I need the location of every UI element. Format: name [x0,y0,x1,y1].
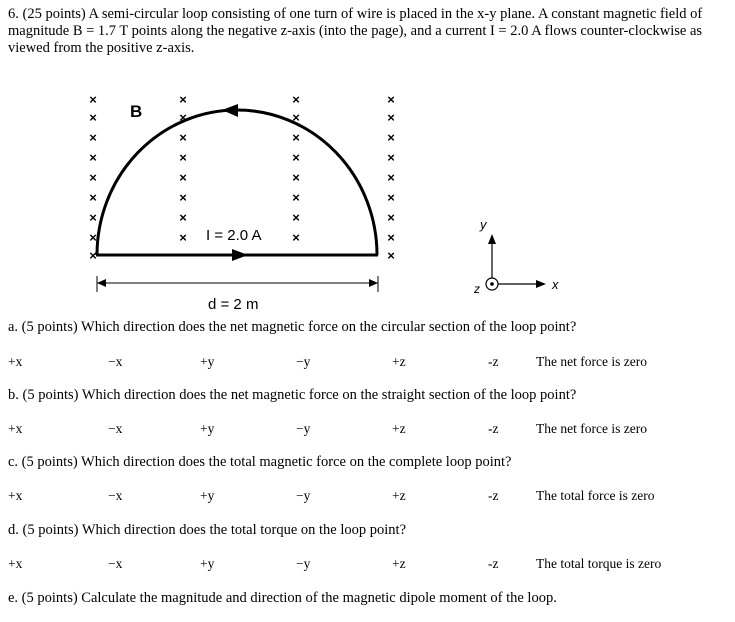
z-axis-label: z [474,282,480,296]
option-b-plus-x[interactable]: +x [8,421,23,436]
field-x-mark: × [387,230,395,245]
problem-intro-line-1: 6. (25 points) A semi-circular loop consisting of one turn of wire is placed in the x-y plane. A constant magnetic field of [8,6,703,22]
option-d-plus-x[interactable]: +x [8,556,23,571]
field-x-mark: × [179,130,187,145]
field-x-mark: × [89,92,97,107]
field-x-mark: × [89,130,97,145]
field-x-mark: × [292,110,300,125]
option-d-minus-y[interactable]: −y [296,556,311,571]
option-c-plus-x[interactable]: +x [8,488,23,503]
field-x-mark: × [179,230,187,245]
field-x-mark: × [387,210,395,225]
field-x-mark: × [292,92,300,107]
field-x-mark: × [387,92,395,107]
option-c-minus-x[interactable]: −x [108,488,123,503]
field-x-mark: × [179,210,187,225]
option-c-minus-z[interactable]: -z [488,488,499,503]
diameter-arrow-right [369,279,378,287]
option-b-minus-x[interactable]: −x [108,421,123,436]
field-x-mark: × [179,150,187,165]
field-x-mark: × [387,110,395,125]
current-label: I = 2.0 A [206,227,262,244]
option-c-plus-y[interactable]: +y [200,488,215,503]
option-c-plus-z[interactable]: +z [392,488,406,503]
diameter-arrow-left [97,279,106,287]
field-x-mark: × [89,210,97,225]
option-a-zero[interactable]: The net force is zero [536,354,647,369]
option-a-plus-x[interactable]: +x [8,354,23,369]
field-x-mark: × [387,150,395,165]
y-axis-arrow-icon [488,234,496,244]
question-b: b. (5 points) Which direction does the net magnetic force on the straight section of the loop point? [8,387,577,403]
problem-intro-line-3: viewed from the positive z-axis. [8,40,195,56]
question-a: a. (5 points) Which direction does the net magnetic force on the circular section of the loop point? [8,319,577,335]
field-x-mark: × [179,190,187,205]
option-a-minus-z[interactable]: -z [488,354,499,369]
field-x-mark: × [387,190,395,205]
field-x-mark: × [292,130,300,145]
option-d-zero[interactable]: The total torque is zero [536,556,662,571]
option-b-minus-z[interactable]: -z [488,421,499,436]
option-b-plus-z[interactable]: +z [392,421,406,436]
diameter-label: d = 2 m [208,296,259,313]
option-c-zero[interactable]: The total force is zero [536,488,655,503]
current-arrow-arc [222,104,238,117]
field-x-mark: × [179,92,187,107]
x-axis-label: x [552,277,559,292]
option-a-plus-y[interactable]: +y [200,354,215,369]
field-x-mark: × [292,150,300,165]
z-axis-dot-icon [490,282,494,286]
option-a-minus-y[interactable]: −y [296,354,311,369]
question-e: e. (5 points) Calculate the magnitude and direction of the magnetic dipole moment of the loop. [8,590,557,606]
option-d-plus-z[interactable]: +z [392,556,406,571]
field-x-mark: × [292,170,300,185]
field-x-mark: × [387,130,395,145]
coordinate-axes [473,217,559,296]
question-d: d. (5 points) Which direction does the total torque on the loop point? [8,522,406,538]
option-b-plus-y[interactable]: +y [200,421,215,436]
option-d-minus-x[interactable]: −x [108,556,123,571]
field-x-mark: × [89,110,97,125]
problem-intro-line-2: magnitude B = 1.7 T points along the negative z-axis (into the page), and a current I = 2.0 A flows counter-clockwise as [8,23,703,39]
option-a-minus-x[interactable]: −x [108,354,123,369]
field-x-mark: × [179,110,187,125]
field-x-mark: × [89,190,97,205]
question-c: c. (5 points) Which direction does the total magnetic force on the complete loop point? [8,454,512,470]
field-x-mark: × [89,230,97,245]
field-x-mark: × [292,230,300,245]
field-x-mark: × [89,170,97,185]
field-x-mark: × [292,190,300,205]
option-d-minus-z[interactable]: -z [488,556,499,571]
option-d-plus-y[interactable]: +y [200,556,215,571]
option-a-plus-z[interactable]: +z [392,354,406,369]
field-x-mark: × [292,210,300,225]
field-x-mark: × [89,248,97,263]
option-b-minus-y[interactable]: −y [296,421,311,436]
x-axis-arrow-icon [536,280,546,288]
field-x-mark: × [89,150,97,165]
current-arrow-straight [232,249,248,261]
field-x-mark: × [387,170,395,185]
option-b-zero[interactable]: The net force is zero [536,421,647,436]
field-label: B [130,102,143,121]
option-c-minus-y[interactable]: −y [296,488,311,503]
y-axis-label: y [480,217,487,232]
field-x-mark: × [179,170,187,185]
field-x-mark: × [387,248,395,263]
